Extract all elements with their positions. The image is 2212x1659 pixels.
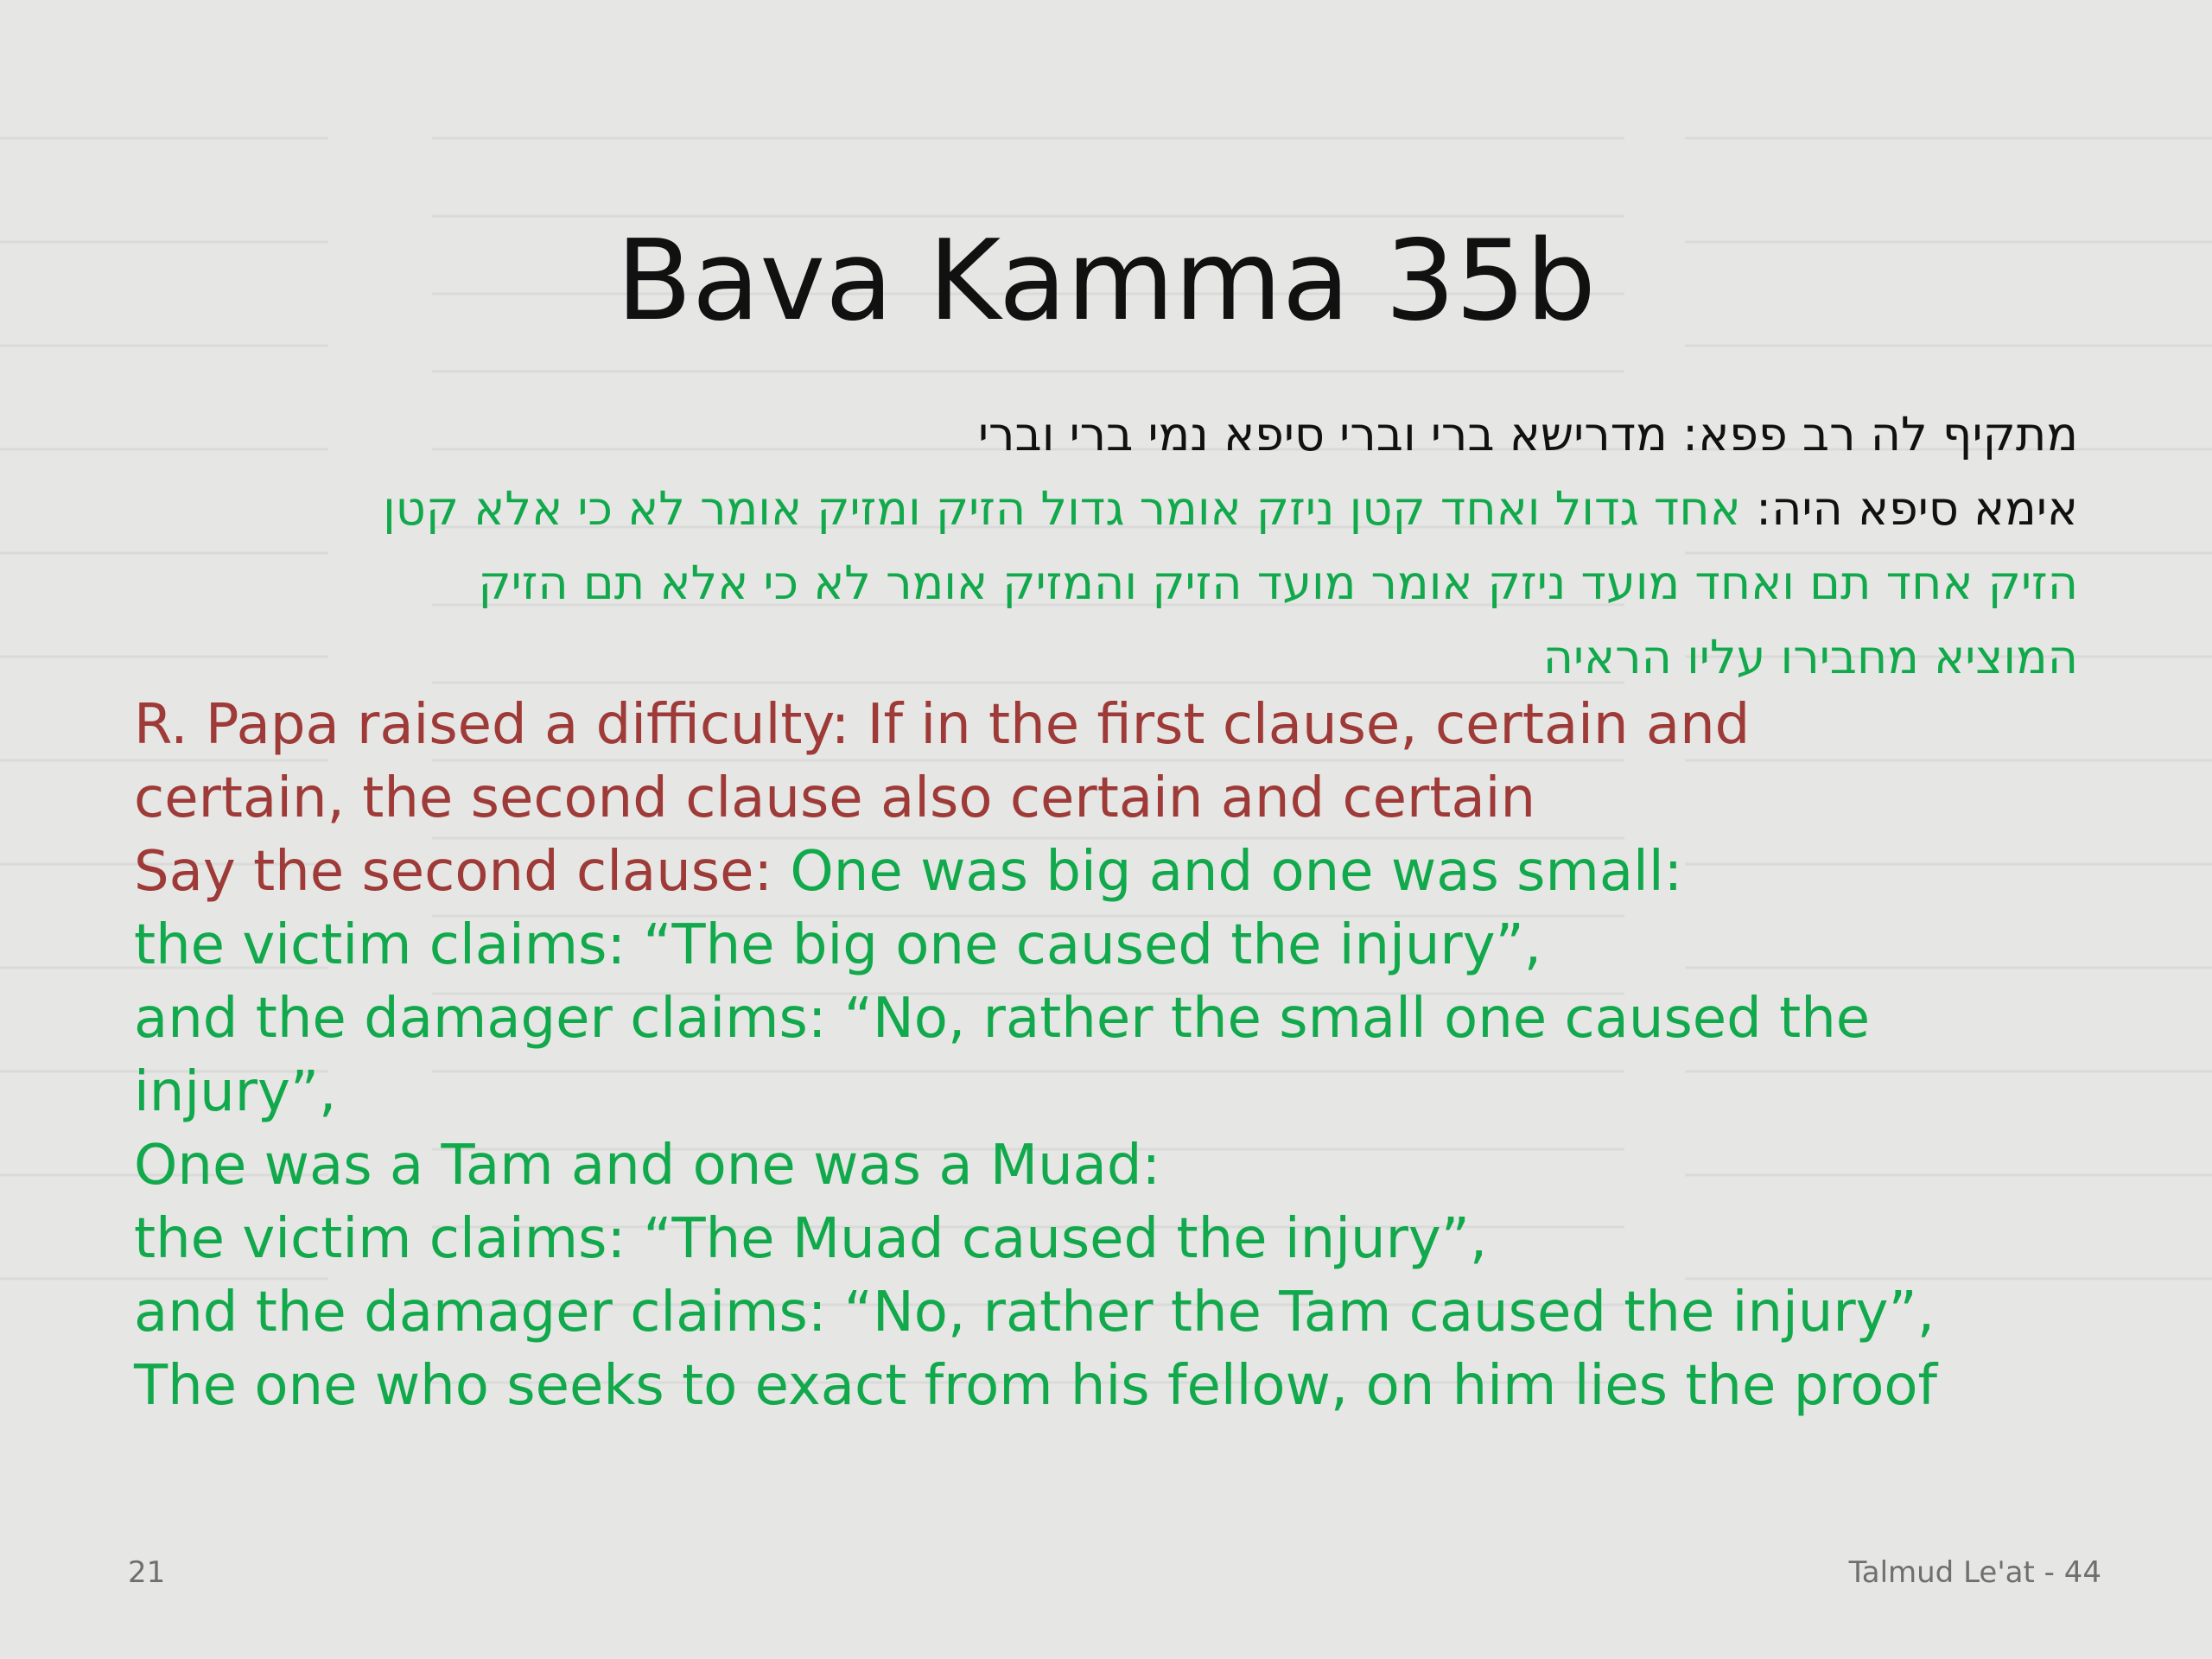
english-line: and the damager claims: “No, rather the Tam caused the injury”,: [134, 1281, 1936, 1344]
hebrew-line-prefix: אימא סיפא היה:: [1740, 481, 2078, 536]
english-translation-block: [134, 689, 2121, 1423]
hebrew-text-block: [125, 397, 2078, 695]
slide-title: Bava Kamma 35b: [616, 216, 1596, 346]
english-quote: One was big and one was small:: [790, 840, 1683, 904]
slide-page-number: 21: [128, 1555, 166, 1590]
hebrew-line: המוציא מחבירו עליו הראיה: [1542, 630, 2078, 684]
slide-footer-label: Talmud Le'at - 44: [1848, 1555, 2101, 1590]
hebrew-quote: אחד גדול ואחד קטן ניזק אומר גדול הזיק ומזיק אומר לא כי אלא קטן: [383, 481, 1741, 536]
english-line: [134, 836, 2121, 909]
hebrew-line: מתקיף לה רב פפא: מדרישא ברי וברי סיפא נמי ברי וברי: [977, 407, 2078, 461]
english-line: One was a Tam and one was a Muad:: [134, 1134, 1161, 1198]
english-line: and the damager claims: “No, rather the small one caused the: [134, 987, 1871, 1051]
hebrew-line: הזיק אחד תם ואחד מועד ניזק אומר מועד הזיק והמזיק אומר לא כי אלא תם הזיק: [478, 556, 2078, 610]
english-line: R. Papa raised a difficulty: If in the first clause, certain and: [134, 693, 1751, 757]
english-line: the victim claims: “The Muad caused the injury”,: [134, 1207, 1488, 1271]
english-line: injury”,: [134, 1060, 337, 1124]
english-line-prefix: Say the second clause:: [134, 840, 791, 904]
english-line: The one who seeks to exact from his fellow, on him lies the proof: [134, 1354, 1938, 1418]
english-line: the victim claims: “The big one caused the injury”,: [134, 913, 1542, 977]
english-line: certain, the second clause also certain and certain: [134, 766, 1535, 830]
hebrew-line: [125, 472, 2078, 546]
